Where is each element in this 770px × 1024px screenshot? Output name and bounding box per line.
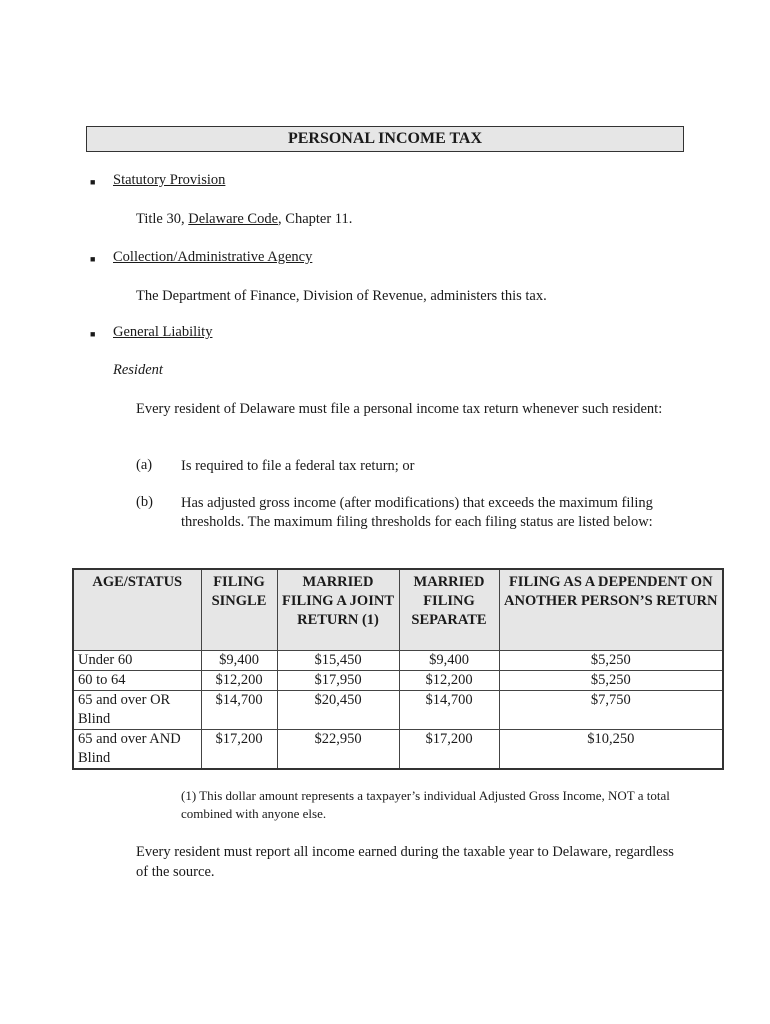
- bullet-icon: ■: [90, 177, 96, 187]
- statutory-text: Title 30, Delaware Code, Chapter 11.: [136, 211, 353, 227]
- delaware-code-ref: Delaware Code: [188, 211, 279, 227]
- item-a-text: Is required to file a federal tax return; or: [181, 458, 415, 474]
- closing-paragraph: Every resident must report all income earned during the taxable year to Delaware, regardless of the source.: [136, 844, 674, 880]
- header-married-joint: MARRIED FILING A JOINT RETURN (1): [277, 569, 399, 651]
- header-dependent: FILING AS A DEPENDENT ON ANOTHER PERSON’S RETURN: [499, 569, 723, 651]
- table-row: 65 and over AND Blind $17,200 $22,950 $17,200 $10,250: [73, 730, 723, 770]
- filing-threshold-table: [72, 568, 724, 770]
- bullet-icon: ■: [90, 329, 96, 339]
- table-row: 60 to 64 $12,200 $17,950 $12,200 $5,250: [73, 671, 723, 691]
- header-age-status: AGE/STATUS: [73, 569, 201, 651]
- item-a-label: (a): [136, 457, 153, 473]
- item-b-label: (b): [136, 494, 153, 510]
- liability-intro: Every resident of Delaware must file a personal income tax return whenever such resident:: [136, 401, 663, 417]
- table-row: 65 and over OR Blind $14,700 $20,450 $14,700 $7,750: [73, 691, 723, 730]
- agency-text: The Department of Finance, Division of Revenue, administers this tax.: [136, 288, 547, 304]
- header-filing-single: FILING SINGLE: [201, 569, 277, 651]
- table-footnote: (1) This dollar amount represents a taxpayer’s individual Adjusted Gross Income, NOT a total combined with anyone else.: [181, 788, 670, 821]
- header-married-separate: MARRIED FILING SEPARATE: [399, 569, 499, 651]
- liability-heading: General Liability: [113, 324, 213, 340]
- item-b-text: Has adjusted gross income (after modifications) that exceeds the maximum filing thresholds. The maximum filing thresholds for each filing status are listed below:: [181, 495, 653, 530]
- resident-subheading: Resident: [113, 362, 163, 378]
- bullet-icon: ■: [90, 254, 96, 264]
- agency-heading: Collection/Administrative Agency: [113, 249, 313, 265]
- table-row: Under 60 $9,400 $15,450 $9,400 $5,250: [73, 651, 723, 671]
- table-header-row: [73, 569, 723, 651]
- page-title: PERSONAL INCOME TAX: [86, 126, 684, 152]
- statutory-heading: Statutory Provision: [113, 172, 226, 188]
